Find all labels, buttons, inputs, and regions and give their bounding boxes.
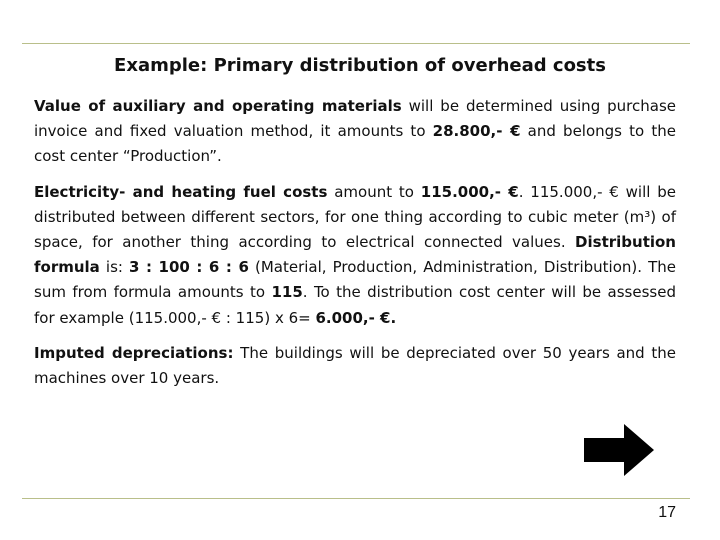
bottom-divider xyxy=(22,498,690,499)
paragraph-depreciations xyxy=(34,341,676,391)
materials-text-2: and belongs to the cost center “Production”. xyxy=(34,122,676,166)
electricity-text-3: is: xyxy=(99,258,130,277)
materials-lead: Value of auxiliary and operating materials xyxy=(34,97,402,115)
electricity-text-4: (Material, Production, Administration, Distribution). The sum from formula amounts to xyxy=(34,258,677,302)
slide-title: Example: Primary distribution of overhead costs xyxy=(114,55,606,76)
distribution-result: 6.000,- €. xyxy=(315,308,397,327)
depreciations-lead: Imputed depreciations: xyxy=(34,343,234,362)
right-arrow-icon[interactable] xyxy=(584,424,654,476)
slide-body xyxy=(34,94,676,401)
materials-text-1: will be determined using purchase invoice and fixed valuation method, it amounts to xyxy=(34,97,676,141)
page-number: 17 xyxy=(658,504,676,521)
arrow-shape[interactable] xyxy=(584,424,654,476)
electricity-text-1: amount to xyxy=(327,182,421,201)
top-divider xyxy=(22,43,690,44)
distribution-formula-label: Distribution formula xyxy=(34,233,676,277)
paragraph-electricity xyxy=(34,180,676,331)
formula-sum: 115 xyxy=(271,283,303,302)
distribution-formula: 3 : 100 : 6 : 6 xyxy=(129,258,249,277)
materials-amount: 28.800,- € xyxy=(432,122,521,141)
electricity-lead: Electricity- and heating fuel costs xyxy=(34,182,328,201)
electricity-amount: 115.000,- € xyxy=(420,182,519,201)
depreciations-text: The buildings will be depreciated over 50 years and the machines over 10 years. xyxy=(34,343,676,388)
electricity-text-5: . To the distribution cost center will be assessed for example (115.000,- € : 115) x 6= xyxy=(34,283,676,327)
electricity-text-2: . 115.000,- € will be distributed between different sectors, for one thing according to cubic meter (m³) of space, for another thing according to electrical connected values. xyxy=(34,182,676,252)
paragraph-materials xyxy=(34,94,676,170)
